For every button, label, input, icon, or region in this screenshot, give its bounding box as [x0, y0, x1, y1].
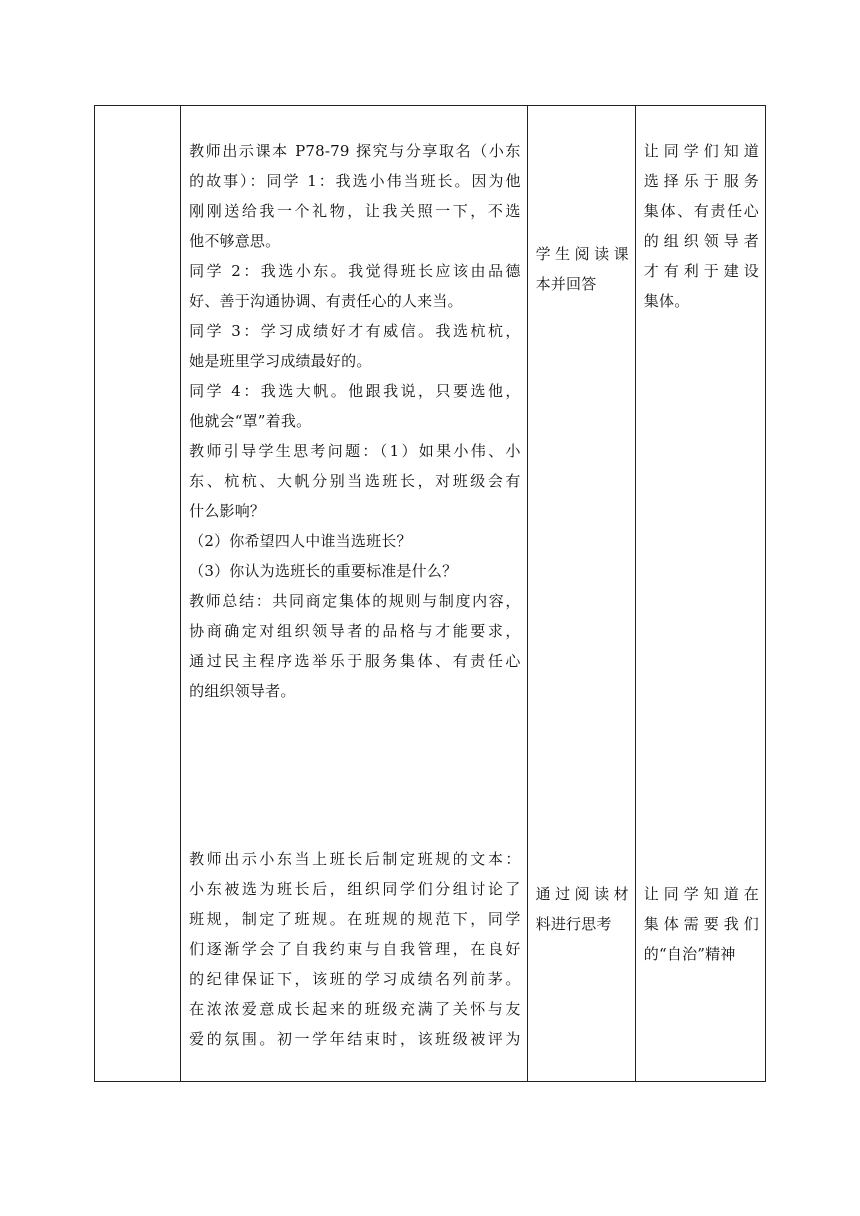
student-activity-cell: [527, 106, 635, 1082]
text-line: 他就会“罩”着我。: [189, 412, 312, 430]
empty-cell: [95, 106, 181, 1082]
text-line: 刚刚送给我一个礼物，让我关照一下，不选: [189, 202, 521, 220]
text-line: 教师引导学生思考问题：（1）如果小伟、小: [189, 442, 521, 460]
text-line: 学生阅读课: [535, 245, 629, 263]
text-line: 协商确定对组织领导者的品格与才能要求，: [189, 622, 521, 640]
teacher-activity-text-2: [189, 844, 521, 1054]
text-line: 才有利于建设: [643, 262, 759, 280]
text-line: 同学 4：我选大帆。他跟我说，只要选他，: [189, 382, 521, 400]
text-line: 好、善于沟通协调、有责任心的人来当。: [189, 292, 463, 310]
text-line: 教师总结：共同商定集体的规则与制度内容，: [189, 592, 521, 610]
text-line: 她是班里学习成绩最好的。: [189, 352, 372, 370]
text-line: （3）你认为选班长的重要标准是什么？: [189, 562, 458, 580]
text-line: 选择乐于服务: [643, 172, 759, 190]
text-line: 教师出示小东当上班长后制定班规的文本：: [189, 850, 521, 868]
text-line: 集体。: [643, 292, 690, 310]
text-line: 的组织领导者。: [189, 682, 296, 700]
text-line: 通过阅读材: [535, 885, 629, 903]
lesson-plan-table: [94, 105, 766, 1082]
text-line: 同学 3：学习成绩好才有威信。我选杭杭，: [189, 322, 521, 340]
text-line: 爱的氛围。初一学年结束时，该班级被评为: [189, 1030, 521, 1048]
text-line: 让同学知道在: [643, 885, 759, 903]
design-intent-cell: [635, 106, 765, 1082]
design-intent-text: [644, 136, 759, 316]
table-row: [95, 106, 766, 1082]
text-line: 东、杭杭、大帆分别当选班长，对班级会有: [189, 472, 521, 490]
text-line: 通过民主程序选举乐于服务集体、有责任心: [189, 652, 521, 670]
text-line: 们逐渐学会了自我约束与自我管理，在良好: [189, 940, 521, 958]
text-line: 本并回答: [535, 275, 597, 293]
student-activity-text: [536, 239, 629, 299]
text-line: 教师出示课本 P78-79 探究与分享取名（小东: [189, 142, 521, 160]
text-line: 的纪律保证下，该班的学习成绩名列前茅。: [189, 970, 521, 988]
text-line: 班规，制定了班规。在班规的规范下，同学: [189, 910, 521, 928]
text-line: 集体需要我们: [643, 915, 759, 933]
text-line: 他不够意思。: [189, 232, 281, 250]
text-line: 小东被选为班长后，组织同学们分组讨论了: [189, 880, 521, 898]
text-line: 让同学们知道: [643, 142, 759, 160]
student-activity-text-2: [536, 879, 629, 939]
design-intent-text-2: [644, 879, 759, 969]
text-line: 的“自治”精神: [643, 945, 736, 963]
text-line: 集体、有责任心: [643, 202, 759, 220]
text-line: 的故事）：同学 1：我选小伟当班长。因为他: [189, 172, 521, 190]
text-line: 什么影响？: [189, 502, 266, 520]
text-line: 在浓浓爱意成长起来的班级充满了关怀与友: [189, 1000, 521, 1018]
teacher-activity-cell: [181, 106, 528, 1082]
text-line: 同学 2：我选小东。我觉得班长应该由品德: [189, 262, 521, 280]
text-line: 的组织领导者: [643, 232, 759, 250]
teacher-activity-text: [189, 136, 521, 706]
text-line: （2）你希望四人中谁当选班长？: [189, 532, 412, 550]
text-line: 料进行思考: [535, 915, 612, 933]
